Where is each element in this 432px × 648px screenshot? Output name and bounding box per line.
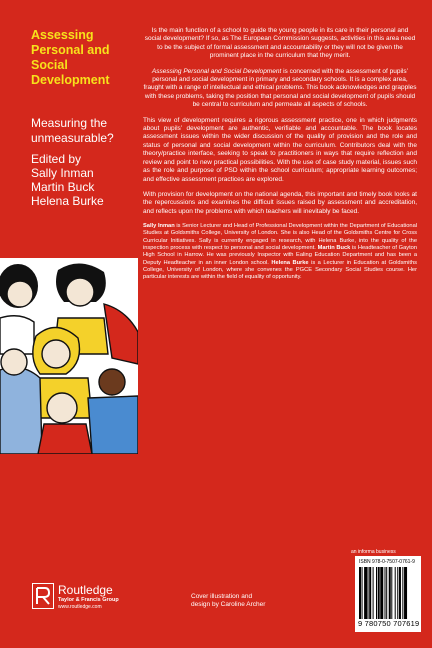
- barcode-bar: [397, 567, 398, 619]
- barcode-bar: [391, 567, 392, 619]
- barcode-bar: [368, 567, 369, 619]
- book-title: Assessing Personal and Social Development: [31, 28, 110, 87]
- book-title-italic: Assessing Personal and Social Development: [151, 67, 282, 75]
- publisher-block: [58, 584, 119, 611]
- editor-name: Helena Burke: [31, 194, 104, 208]
- bio-name: Helena Burke: [271, 259, 309, 266]
- cover-credit: Cover illustration and design by Caroline Archer: [191, 593, 266, 609]
- book-subtitle: Measuring the unmeasurable?: [31, 116, 114, 145]
- blurb-text: is concerned with the assessment of pupils’ personal and social development in primary and secondary schools. It is a complex area, fraught with a range of intellectual and ethical problems. This book acknowledges and grapples with these problems, taking the position that personal and social development of pupils should be central to curriculum and permeate all aspects of schools.: [143, 67, 417, 109]
- barcode-bar: [402, 567, 403, 619]
- barcode-bar: [376, 567, 377, 619]
- barcode-bar: [378, 567, 380, 619]
- blurb-paragraph: With provision for development on the national agenda, this important and timely book looks at the repercussions and examines the difficult issues raised by assessment and accreditation, and reflects upon the problems with which teachers will inevitably be faced.: [143, 190, 417, 215]
- barcode-bar: [395, 567, 396, 619]
- barcode-bar: [373, 567, 374, 619]
- barcode-bar: [369, 567, 371, 619]
- bio-name: Sally Inman: [143, 223, 175, 230]
- edited-by-label: Edited by: [31, 152, 82, 166]
- barcode-bar: [389, 567, 391, 619]
- barcode-bar: [386, 567, 387, 619]
- children-illustration: [0, 258, 138, 454]
- contributors-bio: [143, 223, 417, 281]
- bio-text: is a Lecturer in Education at Goldsmiths College, University of London, where she convenes the PGCE Secondary Social Studies course. Her particular interests are within the field of equality of opportunity.: [143, 259, 418, 281]
- blurb-paragraph: Is the main function of a school to guide the young people in its care in their personal and social development? If so, as The European Commission suggests, activities in this area need to be the subject of formal assessment and accountability or they will not be given the prominent place in the curriculum that they merit.: [144, 27, 416, 60]
- blurb-paragraph: This view of development requires a rigorous assessment practice, one in which judgments about pupils’ development are authentic, verifiable and accountable. The book locates assessment issues within the wider discussion of the quality of provision and the role and status of personal and social development within the curriculum. Contributors deal with the theory/practice interface, seeking to speak to practitioners in ways that require reflection and review and point to new practical possibilities. With the use of case study material, issues such as the role and purpose of PSD within the school curriculum; appropriate learning outcomes; and effective assessment practices are explored.: [143, 116, 417, 183]
- editor-name: Martin Buck: [31, 180, 95, 194]
- barcode-bar: [404, 567, 407, 619]
- bio-name: Martin Buck: [317, 245, 351, 252]
- routledge-logo-icon: [32, 583, 54, 609]
- publisher-name: Routledge: [58, 583, 113, 597]
- barcode-bar: [380, 567, 383, 619]
- publisher-group: Taylor & Francis Group: [58, 597, 119, 603]
- barcode-bar: [399, 567, 401, 619]
- bio-text: is Headteacher of Gayton High School in Harrow. He was previously Inspector with Ealing Education Department and has been a Deputy Headteacher in an inner London school.: [143, 245, 417, 266]
- isbn-label: ISBN 978-0-7507-0761-9: [359, 559, 415, 565]
- isbn-barcode: [355, 556, 421, 632]
- barcode-bar: [364, 567, 367, 619]
- editor-name: Sally Inman: [31, 166, 94, 180]
- barcode-bar: [359, 567, 361, 619]
- publisher-url: www.routledge.com: [58, 604, 102, 610]
- blurb-column: [143, 27, 417, 289]
- informa-tagline: an informa business: [351, 549, 396, 555]
- isbn-digits: 9 780750 707619: [358, 619, 420, 628]
- bio-text: is Senior Lecturer and Head of Professional Development within the Department of Educational Studies at Goldsmiths College, University of London. She is also Head of the Goldsmiths Centre for Cross Curricular Initiatives. Sally is currently engaged in research, with Helena Burke, into the quality of the inspection process with respect to personal and social development.: [143, 223, 417, 252]
- barcode-bars: [359, 567, 417, 619]
- barcode-bar: [385, 567, 386, 619]
- editors-block: [31, 152, 139, 208]
- blurb-paragraph: [143, 68, 417, 110]
- barcode-bar: [362, 567, 363, 619]
